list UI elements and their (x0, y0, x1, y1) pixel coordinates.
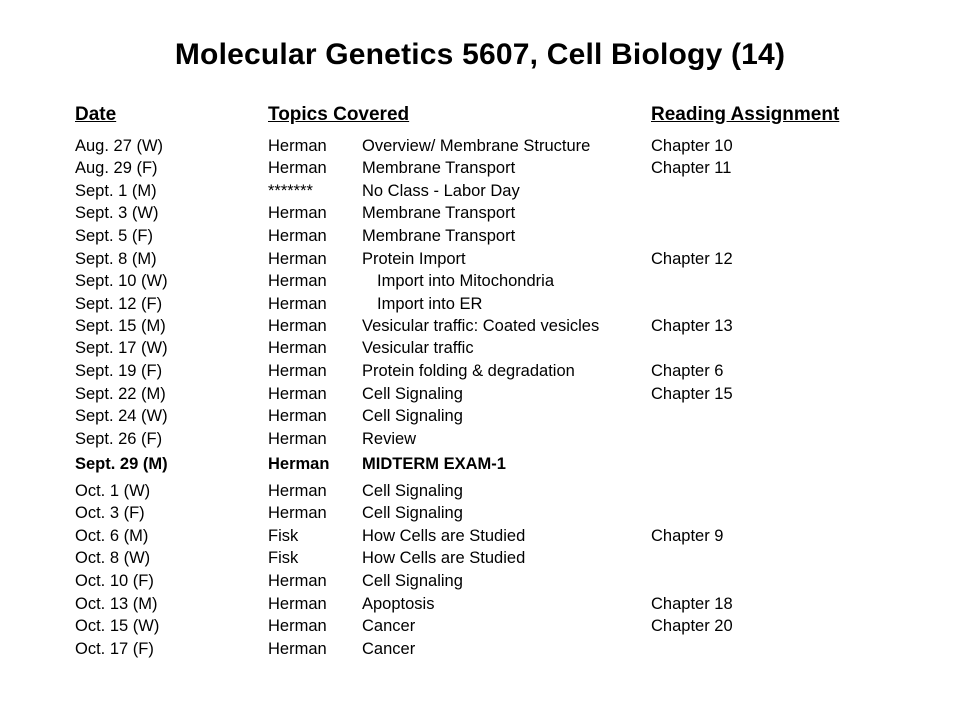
page-title: Molecular Genetics 5607, Cell Biology (14) (174, 38, 786, 71)
instructor-cell: Herman (268, 504, 327, 522)
table-row (0, 383, 960, 405)
date-cell: Sept. 8 (M) (75, 250, 157, 268)
date-cell: Oct. 6 (M) (75, 527, 149, 545)
reading-cell: Chapter 10 (651, 137, 733, 155)
reading-cell: Chapter 6 (651, 362, 724, 380)
table-row (0, 360, 960, 382)
date-cell: Sept. 19 (F) (75, 362, 163, 380)
topic-cell: Protein Import (362, 250, 466, 268)
date-cell: Sept. 15 (M) (75, 317, 166, 335)
date-cell: Oct. 3 (F) (75, 504, 145, 522)
reading-column-header: Reading Assignment (651, 104, 840, 125)
table-row (0, 157, 960, 179)
instructor-cell: Herman (268, 317, 327, 335)
date-cell: Oct. 17 (F) (75, 640, 154, 658)
date-cell: Sept. 24 (W) (75, 407, 168, 425)
instructor-cell: Herman (268, 385, 327, 403)
table-row (0, 480, 960, 502)
date-cell: Aug. 27 (W) (75, 137, 164, 155)
instructor-cell: Herman (268, 455, 330, 473)
table-row (0, 315, 960, 337)
date-cell: Sept. 17 (W) (75, 339, 168, 357)
date-cell: Sept. 26 (F) (75, 430, 163, 448)
topic-cell: Import into Mitochondria (377, 272, 554, 290)
instructor-cell: Herman (268, 482, 327, 500)
reading-cell: Chapter 18 (651, 595, 733, 613)
date-column-header: Date (75, 104, 117, 125)
table-row (0, 453, 960, 475)
reading-cell: Chapter 9 (651, 527, 724, 545)
date-cell: Oct. 15 (W) (75, 617, 160, 635)
date-cell: Sept. 29 (M) (75, 455, 168, 473)
reading-cell: Chapter 20 (651, 617, 733, 635)
table-row (0, 405, 960, 427)
table-row (0, 525, 960, 547)
topic-cell: Vesicular traffic: Coated vesicles (362, 317, 600, 335)
reading-cell: Chapter 15 (651, 385, 733, 403)
table-row (0, 615, 960, 637)
instructor-cell: Fisk (268, 527, 299, 545)
table-row (0, 638, 960, 660)
topic-cell: Membrane Transport (362, 159, 516, 177)
topic-cell: Apoptosis (362, 595, 435, 613)
table-row (0, 225, 960, 247)
instructor-cell: Herman (268, 295, 327, 313)
table-row (0, 135, 960, 157)
table-row (0, 337, 960, 359)
topic-cell: Cell Signaling (362, 482, 463, 500)
table-row (0, 180, 960, 202)
topic-cell: Cell Signaling (362, 504, 463, 522)
instructor-cell: Herman (268, 430, 327, 448)
topic-cell: Vesicular traffic (362, 339, 474, 357)
table-row (0, 547, 960, 569)
topic-cell: No Class - Labor Day (362, 182, 520, 200)
date-cell: Sept. 22 (M) (75, 385, 166, 403)
date-cell: Oct. 10 (F) (75, 572, 154, 590)
topic-cell: Membrane Transport (362, 227, 516, 245)
date-cell: Oct. 8 (W) (75, 549, 151, 567)
instructor-cell: Herman (268, 159, 327, 177)
topic-cell: How Cells are Studied (362, 549, 526, 567)
topic-cell: How Cells are Studied (362, 527, 526, 545)
instructor-cell: Herman (268, 250, 327, 268)
date-cell: Aug. 29 (F) (75, 159, 158, 177)
topic-cell: Review (362, 430, 417, 448)
reading-cell: Chapter 11 (651, 159, 732, 177)
instructor-cell: Herman (268, 137, 327, 155)
topic-cell: Cancer (362, 640, 416, 658)
table-row (0, 202, 960, 224)
table-row (0, 248, 960, 270)
date-cell: Sept. 5 (F) (75, 227, 153, 245)
date-cell: Sept. 12 (F) (75, 295, 163, 313)
topic-cell: Import into ER (377, 295, 483, 313)
table-row (0, 270, 960, 292)
date-cell: Oct. 1 (W) (75, 482, 151, 500)
instructor-cell: Herman (268, 362, 327, 380)
instructor-cell: Herman (268, 572, 327, 590)
reading-cell: Chapter 12 (651, 250, 733, 268)
instructor-cell: Herman (268, 339, 327, 357)
table-row (0, 502, 960, 524)
table-row (0, 570, 960, 592)
reading-cell: Chapter 13 (651, 317, 733, 335)
topic-cell: Protein folding & degradation (362, 362, 575, 380)
topic-cell: MIDTERM EXAM-1 (362, 455, 506, 473)
topic-cell: Cell Signaling (362, 385, 463, 403)
instructor-cell: Herman (268, 640, 327, 658)
table-row (0, 593, 960, 615)
table-row (0, 428, 960, 450)
instructor-cell: Herman (268, 204, 327, 222)
instructor-cell: Fisk (268, 549, 299, 567)
instructor-cell: Herman (268, 595, 327, 613)
table-row (0, 293, 960, 315)
topic-cell: Cell Signaling (362, 572, 463, 590)
date-cell: Oct. 13 (M) (75, 595, 158, 613)
topics-column-header: Topics Covered (268, 104, 410, 125)
topic-cell: Cancer (362, 617, 416, 635)
instructor-cell: Herman (268, 407, 327, 425)
instructor-cell: Herman (268, 227, 327, 245)
date-cell: Sept. 10 (W) (75, 272, 168, 290)
instructor-cell: Herman (268, 272, 327, 290)
date-cell: Sept. 3 (W) (75, 204, 159, 222)
instructor-cell: Herman (268, 617, 327, 635)
instructor-cell: ******* (268, 182, 313, 200)
topic-cell: Membrane Transport (362, 204, 516, 222)
topic-cell: Cell Signaling (362, 407, 463, 425)
topic-cell: Overview/ Membrane Structure (362, 137, 591, 155)
date-cell: Sept. 1 (M) (75, 182, 157, 200)
